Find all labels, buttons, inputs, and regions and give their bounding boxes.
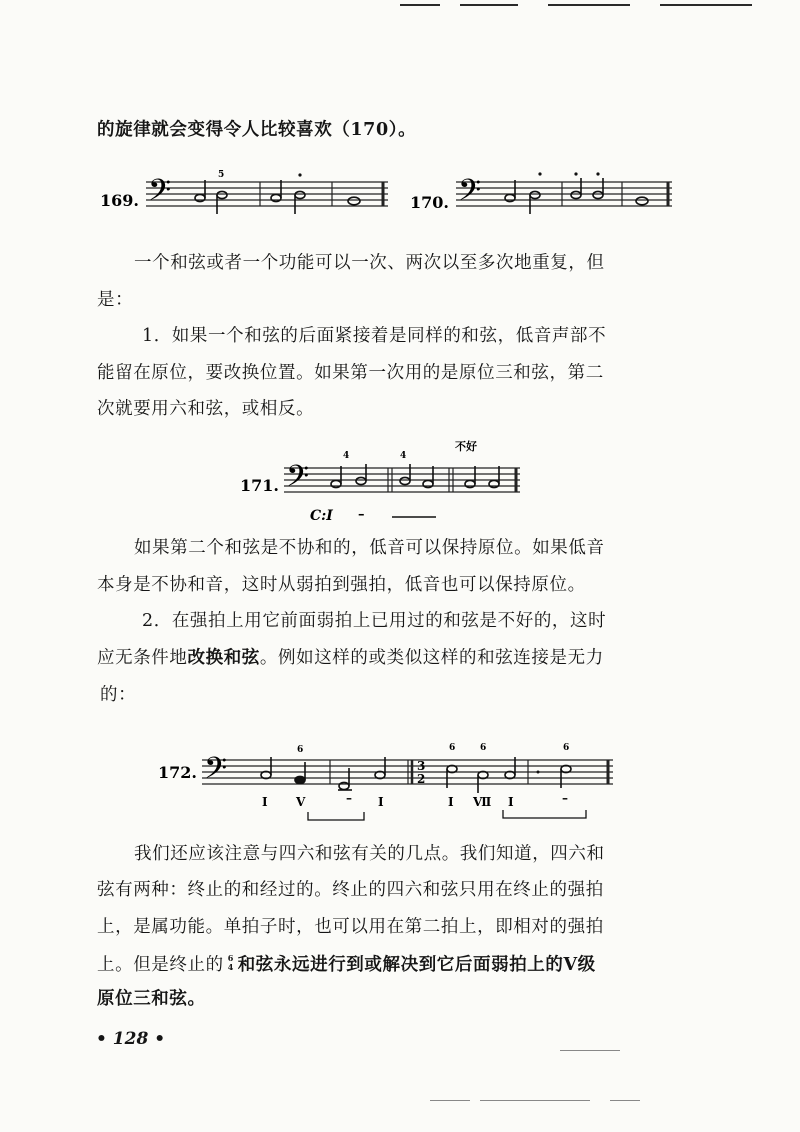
page-number: • 128 •	[96, 1029, 166, 1049]
notes	[195, 180, 360, 214]
text-line-13: 弦有两种：终止的和经过的。终止的四六和弦只用在终止的强拍	[97, 880, 604, 900]
roman-I: Ⅰ	[378, 795, 384, 809]
figure-6: 6	[563, 743, 570, 753]
figure-6: 6	[297, 745, 304, 755]
meter-top: 3	[417, 759, 426, 773]
example-169-label: 169.	[100, 191, 139, 210]
text-line-5: 能留在原位，要改换位置。如果第一次用的是原位三和弦，第二	[97, 363, 604, 383]
meter-bottom: 2	[417, 772, 426, 786]
text-line-12: 我们还应该注意与四六和弦有关的几点。我们知道，四六和	[134, 844, 605, 864]
text-line-2: 一个和弦或者一个功能可以一次、两次以至多次地重复，但	[134, 253, 605, 273]
scan-speck	[560, 1050, 620, 1051]
text-line-6: 次就要用六和弦，或相反。	[97, 399, 315, 419]
top-rule	[548, 4, 630, 6]
bass-clef-icon: 𝄢	[148, 174, 172, 215]
scan-speck	[430, 1100, 470, 1101]
roman-I: Ⅰ	[508, 795, 514, 809]
example-170-label: 170.	[410, 193, 449, 212]
example-169-staff	[100, 168, 390, 228]
text-line-4: 1．如果一个和弦的后面紧接着是同样的和弦，低音声部不	[142, 326, 607, 346]
roman-I: Ⅰ	[262, 795, 268, 809]
dash: –	[346, 791, 352, 805]
text-line-7: 如果第二个和弦是不协和的，低音可以保持原位。如果低音	[134, 538, 605, 558]
figure-6: 6	[449, 743, 456, 753]
example-171-staff	[240, 438, 530, 533]
bass-clef-icon: 𝄢	[286, 460, 310, 501]
text-line-10: 应无条件地改换和弦。例如这样的或类似这样的和弦连接是无力	[97, 648, 604, 668]
text-line-11: 的：	[100, 685, 137, 705]
example-172-label: 172.	[158, 763, 197, 782]
dash: –	[562, 791, 568, 805]
roman-I: Ⅰ	[448, 795, 454, 809]
figure-5: 5	[218, 170, 225, 180]
dash: –	[358, 507, 365, 522]
example-172-staff	[158, 740, 618, 830]
text-line-3: 是：	[97, 290, 134, 310]
top-rule	[400, 4, 440, 6]
bass-clef-icon: 𝄢	[204, 752, 228, 793]
bass-clef-icon: 𝄢	[458, 174, 482, 215]
scan-speck	[610, 1100, 640, 1101]
example-170-staff	[410, 168, 675, 228]
text-line-14: 上，是属功能。单拍子时，也可以用在第二拍上，即相对的强拍	[97, 917, 604, 937]
roman-VII: Ⅶ	[473, 795, 492, 809]
text-line-15: 上。但是终止的 6 4 和弦永远进行到或解决到它后面弱拍上的Ⅴ级	[97, 953, 596, 975]
figure-4: 4	[400, 451, 407, 461]
text-line-8: 本身是不协和音，这时从弱拍到强拍，低音也可以保持原位。	[97, 575, 586, 595]
roman-V: Ⅴ	[296, 795, 306, 809]
scan-speck	[480, 1100, 590, 1101]
annotation-bad: 不好	[455, 440, 477, 453]
text-line-1: 的旋律就会变得令人比较喜欢（170）。	[97, 120, 417, 140]
six-four-figure: 6 4	[227, 953, 234, 972]
text-line-9: 2．在强拍上用它前面弱拍上已用过的和弦是不好的，这时	[142, 611, 607, 631]
text-line-16: 原位三和弦。	[97, 989, 206, 1009]
top-rule	[660, 4, 752, 6]
example-171-label: 171.	[240, 476, 279, 495]
key-label: C:Ⅰ	[310, 508, 333, 524]
figure-6: 6	[480, 743, 487, 753]
figure-4: 4	[343, 451, 350, 461]
top-rule	[460, 4, 518, 6]
